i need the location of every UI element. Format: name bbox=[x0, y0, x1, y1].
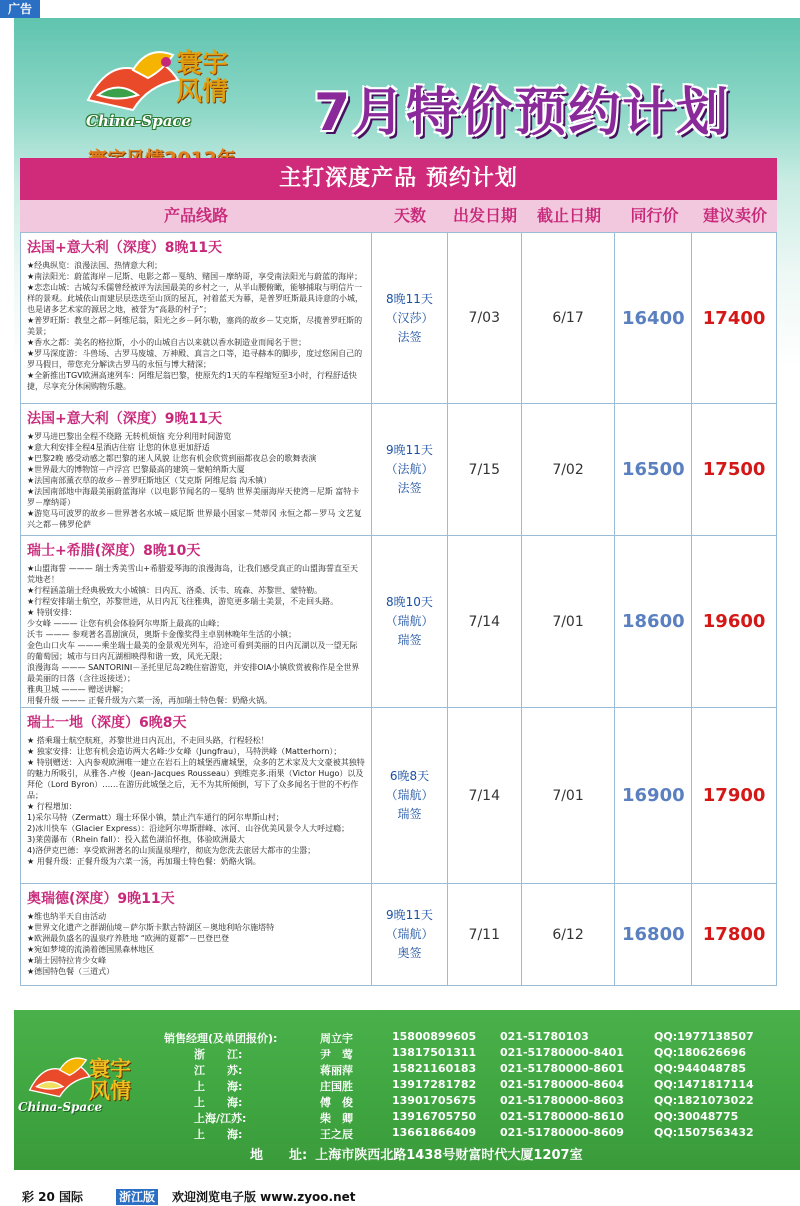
days-line: 法签 bbox=[397, 481, 422, 495]
departure-date: 7/14 bbox=[448, 708, 522, 883]
route-description bbox=[21, 884, 372, 985]
route-feature-line: ★ 搭乘瑞士航空航班，苏黎世进日内瓦出，不走回头路，行程轻松！ bbox=[27, 736, 269, 745]
footer-logo bbox=[18, 1050, 138, 1140]
days-line: 6晚8天 bbox=[389, 769, 430, 783]
contact-mobile: 13916705750 bbox=[392, 1110, 477, 1123]
contact-qq: QQ:1977138507 bbox=[654, 1030, 754, 1043]
days-line: 8晚11天 bbox=[386, 291, 433, 306]
peer-price: 16800 bbox=[615, 884, 692, 985]
route-feature-line: 用餐升级 ——— 正餐升级为六菜一汤，再加瑞士特色餐：奶酪火锅。 bbox=[27, 696, 273, 705]
address bbox=[250, 1144, 591, 1163]
route-feature-line: ★经典纵览：浪漫法国、热情意大利； bbox=[27, 261, 163, 270]
suggested-price: 17900 bbox=[702, 785, 766, 806]
contact-name: 庄国胜 bbox=[320, 1080, 353, 1093]
route-feature-line: ★ 行程增加： bbox=[27, 802, 77, 811]
days-cell bbox=[372, 233, 448, 403]
peer-price: 16900 bbox=[615, 708, 692, 883]
days-line: （法航） bbox=[385, 462, 434, 476]
contact-name: 傅 俊 bbox=[320, 1096, 353, 1109]
route-title: 法国+意大利（深度）9晚11天 bbox=[27, 411, 222, 427]
peer-price: 16400 bbox=[615, 233, 692, 403]
contact-name: 柴 卿 bbox=[320, 1112, 353, 1125]
contact-phone: 021-51780000-8601 bbox=[500, 1062, 624, 1075]
route-feature-line: ★世界最大的博物馆－卢浮宫 巴黎最高的建筑－蒙帕纳斯大厦 bbox=[27, 465, 245, 474]
departure-date: 7/03 bbox=[448, 233, 522, 403]
contact-name: 蒋丽萍 bbox=[320, 1064, 353, 1077]
deadline-date: 7/01 bbox=[522, 708, 616, 883]
route-feature-line: ★山盟海誓 ——— 瑞士秀美雪山+希腊爱琴海的浪漫海岛，让我们感受真正的山盟海誓直至天荒地老！ bbox=[27, 564, 358, 584]
product-row bbox=[20, 536, 777, 708]
route-feature-line: 4)洛伊克巴德：享受欧洲著名的山顶温泉理疗，彻底为您洗去旅居大都市的尘嚣； bbox=[27, 846, 316, 855]
route-feature-line: ★普罗旺斯：教皇之都－阿维尼翁，阳光之乡－阿尔勒，塞尚的故乡－艾克斯，尽揽普罗旺斯的美景； bbox=[27, 316, 363, 336]
contact-phone: 021-51780000-8401 bbox=[500, 1046, 624, 1059]
col-peer-price: 同行价 bbox=[630, 206, 679, 225]
days-cell bbox=[372, 404, 448, 535]
departure-date: 7/15 bbox=[448, 404, 522, 535]
days-line: 瑞签 bbox=[397, 807, 422, 821]
route-feature-line: ★ 用餐升级：正餐升级为六菜一汤，再加瑞士特色餐：奶酪火锅。 bbox=[27, 857, 261, 866]
days-line: 8晚10天 bbox=[386, 595, 433, 609]
deadline-date: 6/12 bbox=[522, 884, 616, 985]
contact-footer bbox=[14, 1010, 800, 1170]
route-feature-line: ★维也纳半天自由活动 bbox=[27, 912, 107, 921]
days-cell bbox=[372, 536, 448, 707]
main-title: 7月特价预约计划 bbox=[314, 83, 731, 143]
route-feature-line: ★恋恋山城：古城勾禾儒曾经被评为法国最美的乡村之一，从半山腰俯瞰，能够捕取与明信片一样的景观。此城依山而建层层迭迭至山顶的屋瓦，衬着蓝天为幕，是普罗旺斯最具诗意的小城，也是诸多艺术家的源居之地，被誉为“高悬的村子”； bbox=[27, 283, 363, 314]
days-cell bbox=[372, 708, 448, 883]
route-feature-line: ★法国南部地中海最美丽蔚蓝海岸（以电影节闻名的－戛纳 世界美丽海岸天使湾－尼斯 富特卡罗－摩纳哥） bbox=[27, 487, 360, 507]
contact-qq: QQ:1471817114 bbox=[654, 1078, 754, 1091]
ad-tag: 广告 bbox=[0, 0, 40, 18]
route-feature-line: ★ 独家安排：让您有机会造访两大名峰:少女峰（Jungfrau），马特洪峰（Matterhorn）； bbox=[27, 747, 342, 756]
route-feature-line: 浪漫海岛 ——— SANTORINI－圣托里尼岛2晚住宿游览，并安排OIA小镇欣赏被称作是全世界最美丽的日落（含往返接送）； bbox=[27, 663, 360, 683]
deadline-date: 7/01 bbox=[522, 536, 616, 707]
contact-name: 王之辰 bbox=[320, 1128, 353, 1141]
col-departure: 出发日期 bbox=[452, 206, 517, 225]
route-feature-line: ★行程涵盖瑞士经典极致大小城镇：日内瓦、洛桑、沃韦、琉森、苏黎世、蒙特勒。 bbox=[27, 586, 323, 595]
contact-region: 上 海: bbox=[194, 1080, 243, 1093]
website-link[interactable]: 欢迎浏览电子版 www.zyoo.net bbox=[172, 1190, 356, 1204]
footer-brand-chinese: 寰宇风情 bbox=[89, 1056, 131, 1103]
route-description bbox=[21, 536, 372, 707]
contact-phone: 021-51780000-8604 bbox=[500, 1078, 624, 1091]
route-feature-line: ★巴黎2晚 感受动感之都巴黎的迷人风貌 让您有机会欣赏到丽都夜总会的歌舞表演 bbox=[27, 454, 317, 463]
route-feature-line: ★意大利安排全程4星酒店住宿 让您的休息更加舒适 bbox=[27, 443, 210, 452]
product-table bbox=[20, 232, 777, 986]
bottom-bar bbox=[0, 1188, 800, 1206]
contact-mobile: 15800899605 bbox=[392, 1030, 477, 1043]
section-banner: 主打深度产品 预约计划 bbox=[20, 158, 777, 200]
route-feature-line: ★欧洲最负盛名的温泉疗养胜地 “欧洲的夏都”－巴登巴登 bbox=[27, 934, 230, 943]
contact-region: 江 苏: bbox=[194, 1064, 243, 1077]
peer-price: 18600 bbox=[615, 536, 692, 707]
contact-phone: 021-51780103 bbox=[500, 1030, 589, 1043]
departure-date: 7/11 bbox=[448, 884, 522, 985]
brand-english: China-Space bbox=[86, 112, 192, 130]
route-feature-line: ★ 特别赠送：入内参观欧洲唯一建立在岩石上的城堡西庸城堡，众多的艺术家及大文豪被其独特的魅力所吸引，从雅各.卢梭（Jean-Jacques Rousseau）到维克多.雨果（Victor Hugo）以及拜伦（Lord Byron）……在游历此城堡之后，无不为其所倾倒，写下了众多闻名于世的不朽作品； bbox=[27, 758, 365, 800]
route-title: 瑞士+希腊(深度）8晚10天 bbox=[27, 543, 201, 559]
suggested-price: 17500 bbox=[702, 459, 766, 480]
route-feature-line: 1)采尔马特（Zermatt）瑞士环保小镇，禁止汽车通行的阿尔卑斯山村； bbox=[27, 813, 284, 822]
route-title: 瑞士一地（深度）6晚8天 bbox=[27, 715, 187, 731]
contact-mobile: 13817501311 bbox=[392, 1046, 477, 1059]
brand-logo bbox=[78, 40, 288, 170]
days-line: 瑞签 bbox=[397, 633, 422, 647]
product-row bbox=[20, 232, 777, 404]
route-feature-line: ★世界文化遗产之群湖仙境－萨尔斯卡默古特湖区－奥地利哈尔施塔特 bbox=[27, 923, 275, 932]
route-feature-line: 少女峰 ——— 让您有机会体验阿尔卑斯上最高的山峰； bbox=[27, 619, 225, 628]
col-route: 产品线路 bbox=[163, 206, 228, 225]
contact-region: 上 海: bbox=[194, 1128, 243, 1141]
departure-date: 7/14 bbox=[448, 536, 522, 707]
col-suggested-price: 建议卖价 bbox=[702, 206, 767, 225]
days-line: （瑞航） bbox=[385, 614, 434, 628]
route-feature-line: ★行程安排瑞士航空，苏黎世进，从日内瓦飞往雅典，游览更多瑞士美景，不走回头路。 bbox=[27, 597, 339, 606]
contact-region: 上海/江苏: bbox=[194, 1112, 247, 1125]
suggested-price: 19600 bbox=[702, 611, 766, 632]
route-feature-line: ★瑞士因特拉肯少女峰 bbox=[27, 956, 107, 965]
route-feature-line: 2)冰川快车（Glacier Express）：沿途阿尔卑斯群峰、冰河、山谷优美风景令人大呼过瘾； bbox=[27, 824, 350, 833]
route-title: 奥瑞德(深度）9晚11天 bbox=[27, 891, 175, 907]
route-feature-line: 沃韦 ——— 参观著名喜剧演员，奥斯卡金像奖得主卓别林晚年生活的小镇； bbox=[27, 630, 297, 639]
suggested-price: 17400 bbox=[702, 307, 766, 329]
route-feature-line: ★南法阳光：蔚蓝海岸－尼斯、电影之都－戛纳、赌国－摩纳哥，享受南法阳光与蔚蓝的海岸； bbox=[27, 272, 363, 281]
product-row bbox=[20, 884, 777, 986]
contact-region: 销售经理(及单团报价): bbox=[164, 1032, 278, 1045]
peer-price: 16500 bbox=[615, 404, 692, 535]
contact-phone: 021-51780000-8609 bbox=[500, 1126, 624, 1139]
contact-mobile: 13661866409 bbox=[392, 1126, 477, 1139]
product-row bbox=[20, 404, 777, 536]
route-feature-line: ★全新推出TGV欧洲高速列车：阿维尼翁巴黎，使原先约1天的车程缩短至3小时，行程舒适快捷，尽享充分休闲购物乐趣。 bbox=[27, 371, 357, 391]
contact-name: 尹 莺 bbox=[320, 1048, 353, 1061]
table-header bbox=[20, 200, 777, 232]
route-description bbox=[21, 404, 372, 535]
route-feature-line: ★宛如梦境的流淌着德国黑森林地区 bbox=[27, 945, 155, 954]
route-feature-line: ★ 特别安排： bbox=[27, 608, 77, 617]
route-feature-line: ★罗马进巴黎出全程不绕路 无转机烦恼 充分利用时间游览 bbox=[27, 432, 232, 441]
contact-qq: QQ:30048775 bbox=[654, 1110, 739, 1123]
edition-badge: 浙江版 bbox=[116, 1189, 158, 1205]
contact-region: 上 海: bbox=[194, 1096, 243, 1109]
route-feature-line: 金色山口火车 ———乘坐瑞士最美的金景观光列车，沿途可看到美丽的日内瓦湖以及一望无际的葡萄园；城市与日内瓦湖相映得和谐一致，风光无限； bbox=[27, 641, 358, 661]
brand-chinese: 寰宇风情 bbox=[175, 49, 228, 107]
route-feature-line: ★德国特色餐（三道式） bbox=[27, 967, 115, 976]
route-feature-line: 雅典卫城 ——— 赠送讲解； bbox=[27, 685, 129, 694]
contact-mobile: 15821160183 bbox=[392, 1062, 477, 1075]
deadline-date: 7/02 bbox=[522, 404, 616, 535]
contact-qq: QQ:180626696 bbox=[654, 1046, 746, 1059]
days-line: 9晚11天 bbox=[386, 443, 433, 457]
route-feature-line: ★罗马深度游：斗兽场、古罗马废墟、万神殿、真言之口等，追寻赫本的脚步，度过悠闲自己的罗马假日，带您充分解读古罗马的永恒与博大精深； bbox=[27, 349, 363, 369]
address-label: 地 址: bbox=[250, 1148, 308, 1163]
footer-brand-english: China-Space bbox=[18, 1100, 103, 1114]
days-line: 法签 bbox=[397, 329, 422, 344]
contact-phone: 021-51780000-8610 bbox=[500, 1110, 624, 1123]
contact-qq: QQ:1507563432 bbox=[654, 1126, 754, 1139]
suggested-price: 17800 bbox=[702, 924, 766, 945]
deadline-date: 6/17 bbox=[522, 233, 616, 403]
route-feature-line: ★法国南部薰衣草的故乡－普罗旺斯地区（艾克斯 阿维尼翁 沟禾镇） bbox=[27, 476, 272, 485]
contact-region: 浙 江: bbox=[194, 1048, 243, 1061]
days-line: 奥签 bbox=[397, 946, 422, 960]
route-feature-line: ★游览马可波罗的故乡－世界著名水城－威尼斯 世界最小国家－梵蒂冈 永恒之都－罗马 文艺复兴之都－佛罗伦萨 bbox=[27, 509, 362, 529]
contact-mobile: 13917281782 bbox=[392, 1078, 477, 1091]
address-value: 上海市陕西北路1438号财富时代大厦1207室 bbox=[315, 1148, 583, 1163]
page-number: 彩 20 国际 bbox=[22, 1190, 84, 1204]
route-feature-line: ★香水之都：美名的格拉斯，小小的山城自古以来就以香水制造业而闻名于世； bbox=[27, 338, 307, 347]
contact-phone: 021-51780000-8603 bbox=[500, 1094, 624, 1107]
route-description bbox=[21, 233, 372, 403]
col-deadline: 截止日期 bbox=[536, 206, 601, 225]
contact-name: 周立宇 bbox=[320, 1032, 353, 1045]
product-row bbox=[20, 708, 777, 884]
contact-mobile: 13901705675 bbox=[392, 1094, 477, 1107]
contact-qq: QQ:944048785 bbox=[654, 1062, 746, 1075]
route-description bbox=[21, 708, 372, 883]
col-days: 天数 bbox=[393, 206, 426, 225]
days-line: （瑞航） bbox=[385, 927, 434, 941]
route-feature-line: 3)莱茵瀑布（Rhein fall）：投入蓝色湖泊怀抱，体验欧洲最大 bbox=[27, 835, 245, 844]
days-line: （瑞航） bbox=[385, 788, 434, 802]
days-cell bbox=[372, 884, 448, 985]
contact-qq: QQ:1821073022 bbox=[654, 1094, 754, 1107]
days-line: （汉莎） bbox=[385, 310, 434, 325]
route-title: 法国+意大利（深度）8晚11天 bbox=[27, 240, 222, 256]
days-line: 9晚11天 bbox=[386, 908, 433, 922]
